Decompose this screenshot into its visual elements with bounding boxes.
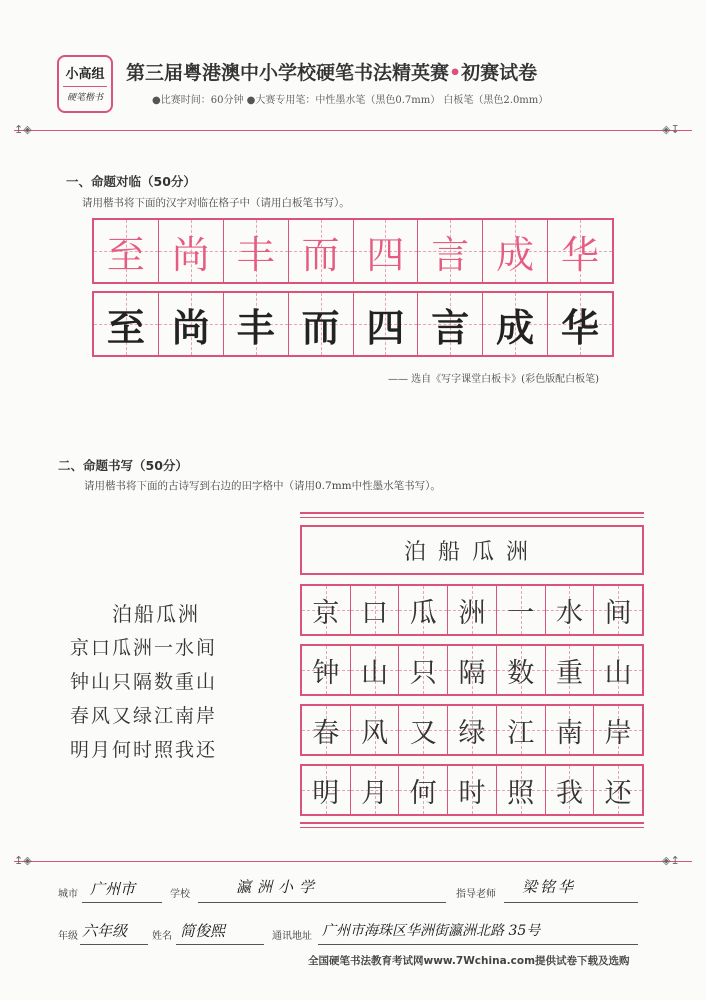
page-title [126,58,537,85]
teacher-underline [504,902,638,903]
handwriting-char: 山 [361,657,389,689]
handwriting-cell [497,766,546,814]
model-char: 尚 [171,232,210,277]
model-cell [94,220,159,282]
model-char: 至 [106,232,145,277]
handwriting-char: 京 [312,597,340,629]
handwriting-char: 还 [604,777,632,809]
handwriting-cell [399,586,448,634]
poem-line: 明月何时照我还 [70,739,218,761]
handwriting-char: 岸 [604,717,632,749]
written-char: 四 [366,304,405,350]
model-cell [289,220,354,282]
handwriting-row [300,704,644,756]
poem-title: 泊船瓜洲 [112,602,200,626]
handwriting-cell [594,766,642,814]
written-char: 尚 [171,304,210,350]
badge-bottom: 硬笔楷书 [63,86,107,103]
title-tail: 初赛试卷 [461,62,538,84]
handwriting-cell [351,766,400,814]
teacher-label: 指导老师 [456,889,496,900]
handwriting-char: 瓜 [409,597,437,629]
handwriting-row [300,584,644,636]
handwriting-cell [497,646,546,694]
name-value: 简俊熙 [180,922,226,940]
handwriting-cell [448,706,497,754]
handwriting-cell [448,646,497,694]
left-ornament-icon: ↥◈ [14,123,32,136]
source-note: —— 选自《写字课堂白板卡》(彩色版配白板笔) [388,374,599,385]
model-cell [418,220,483,282]
written-cell [94,293,159,355]
handwriting-char: 洲 [458,597,486,629]
model-cell [224,220,289,282]
model-cell [354,220,419,282]
handwriting-char: 隔 [458,657,486,689]
written-title-box [300,525,644,575]
model-char: 而 [301,232,340,277]
footer-divider [14,861,692,862]
written-char: 华 [561,304,600,350]
right-footer-ornament-icon: ◈↥ [662,854,680,867]
section1-heading: 一、命题对临（50分） [66,174,196,189]
handwriting-cell [302,646,351,694]
handwriting-char: 时 [458,777,486,809]
handwriting-cell [546,706,595,754]
decorative-bar-bottom [300,822,644,828]
handwriting-cell [302,586,351,634]
handwriting-cell [351,706,400,754]
handwriting-char: 只 [409,657,437,689]
handwriting-cell [497,586,546,634]
handwriting-cell [448,586,497,634]
written-char: 丰 [236,304,275,350]
poem-line: 春风又绿江南岸 [70,705,218,727]
handwriting-cell [351,646,400,694]
grade-underline [80,944,148,945]
handwriting-char: 江 [507,717,535,749]
model-char: 丰 [236,232,275,277]
model-char: 华 [561,232,600,277]
written-cell [354,293,419,355]
section1-instruction: 请用楷书将下面的汉字对临在格子中（请用白板笔书写）。 [82,197,350,209]
handwriting-char: 又 [409,717,437,749]
handwriting-cell [399,646,448,694]
handwriting-char: 钟 [312,657,340,689]
city-label: 城市 [58,889,78,900]
handwriting-char: 南 [555,717,583,749]
handwriting-cell [546,766,595,814]
address-label: 通讯地址 [272,931,312,942]
handwriting-cell [302,766,351,814]
group-badge [57,55,113,113]
written-cell [483,293,548,355]
name-label: 姓名 [152,931,172,942]
handwriting-char: 口 [361,597,389,629]
title-main: 第三届粤港澳中小学校硬笔书法精英赛 [126,62,450,84]
written-cell [548,293,612,355]
city-underline [82,902,162,903]
handwriting-cell [399,766,448,814]
written-char: 言 [431,304,470,350]
handwriting-char: 山 [604,657,632,689]
handwriting-cell [302,706,351,754]
teacher-value: 梁铭华 [522,878,577,896]
grade-label: 年级 [58,931,78,942]
handwriting-cell [594,586,642,634]
school-underline [198,902,446,903]
handwriting-cell [497,706,546,754]
written-cell [159,293,224,355]
school-value: 瀛洲小学 [236,878,321,896]
handwriting-char: 春 [312,717,340,749]
handwriting-cell [546,646,595,694]
model-cell [159,220,224,282]
written-char: 而 [301,304,340,350]
handwriting-char: 照 [507,777,535,809]
written-title: 泊船瓜洲 [403,539,540,565]
written-cell [289,293,354,355]
header-divider [14,130,692,131]
city-value: 广州市 [90,880,136,898]
model-cell [483,220,548,282]
model-cell [548,220,612,282]
handwriting-row [300,764,644,816]
handwriting-char: 重 [555,657,583,689]
model-char: 言 [431,232,470,277]
handwriting-char: 我 [555,777,583,809]
written-cell [224,293,289,355]
right-ornament-icon: ◈↧ [662,123,680,136]
handwriting-char: 明 [312,777,340,809]
title-dot: • [449,62,462,84]
written-cell [418,293,483,355]
badge-top: 小高组 [65,67,105,82]
handwriting-char: 绿 [458,717,486,749]
handwriting-char: 间 [604,597,632,629]
written-char: 至 [106,304,145,350]
name-underline [176,944,264,945]
address-value: 广州市海珠区华洲街瀛洲北路 35号 [322,923,541,939]
footer-note: 全国硬笔书法教育考试网www.7Wchina.com提供试卷下载及选购 [308,955,630,967]
poem-line: 钟山只隔数重山 [70,671,218,693]
handwriting-cell [546,586,595,634]
handwriting-char: 风 [361,717,389,749]
model-char: 四 [366,232,405,277]
handwriting-cell [399,706,448,754]
school-label: 学校 [170,889,190,900]
written-character-row [92,291,614,357]
handwriting-char: 何 [409,777,437,809]
handwriting-cell [448,766,497,814]
handwriting-char: 水 [555,597,583,629]
left-footer-ornament-icon: ↥◈ [14,854,32,867]
address-underline [318,944,638,945]
handwriting-cell [351,586,400,634]
exam-info: ●比赛时间：60分钟 ●大赛专用笔：中性墨水笔（黑色0.7mm） 白板笔（黑色2.0mm） [152,95,549,106]
handwriting-char: 月 [361,777,389,809]
decorative-bar-top [300,512,644,518]
handwriting-row [300,644,644,696]
handwriting-char: 数 [507,657,535,689]
section2-instruction: 请用楷书将下面的古诗写到右边的田字格中（请用0.7mm中性墨水笔书写）。 [84,480,441,492]
handwriting-cell [594,646,642,694]
handwriting-char: 一 [507,597,535,629]
written-char: 成 [496,304,535,350]
poem-line: 京口瓜洲一水间 [70,637,218,659]
grade-value: 六年级 [82,922,128,940]
model-character-row [92,218,614,284]
model-char: 成 [496,232,535,277]
section2-heading: 二、命题书写（50分） [58,458,188,473]
handwriting-cell [594,706,642,754]
